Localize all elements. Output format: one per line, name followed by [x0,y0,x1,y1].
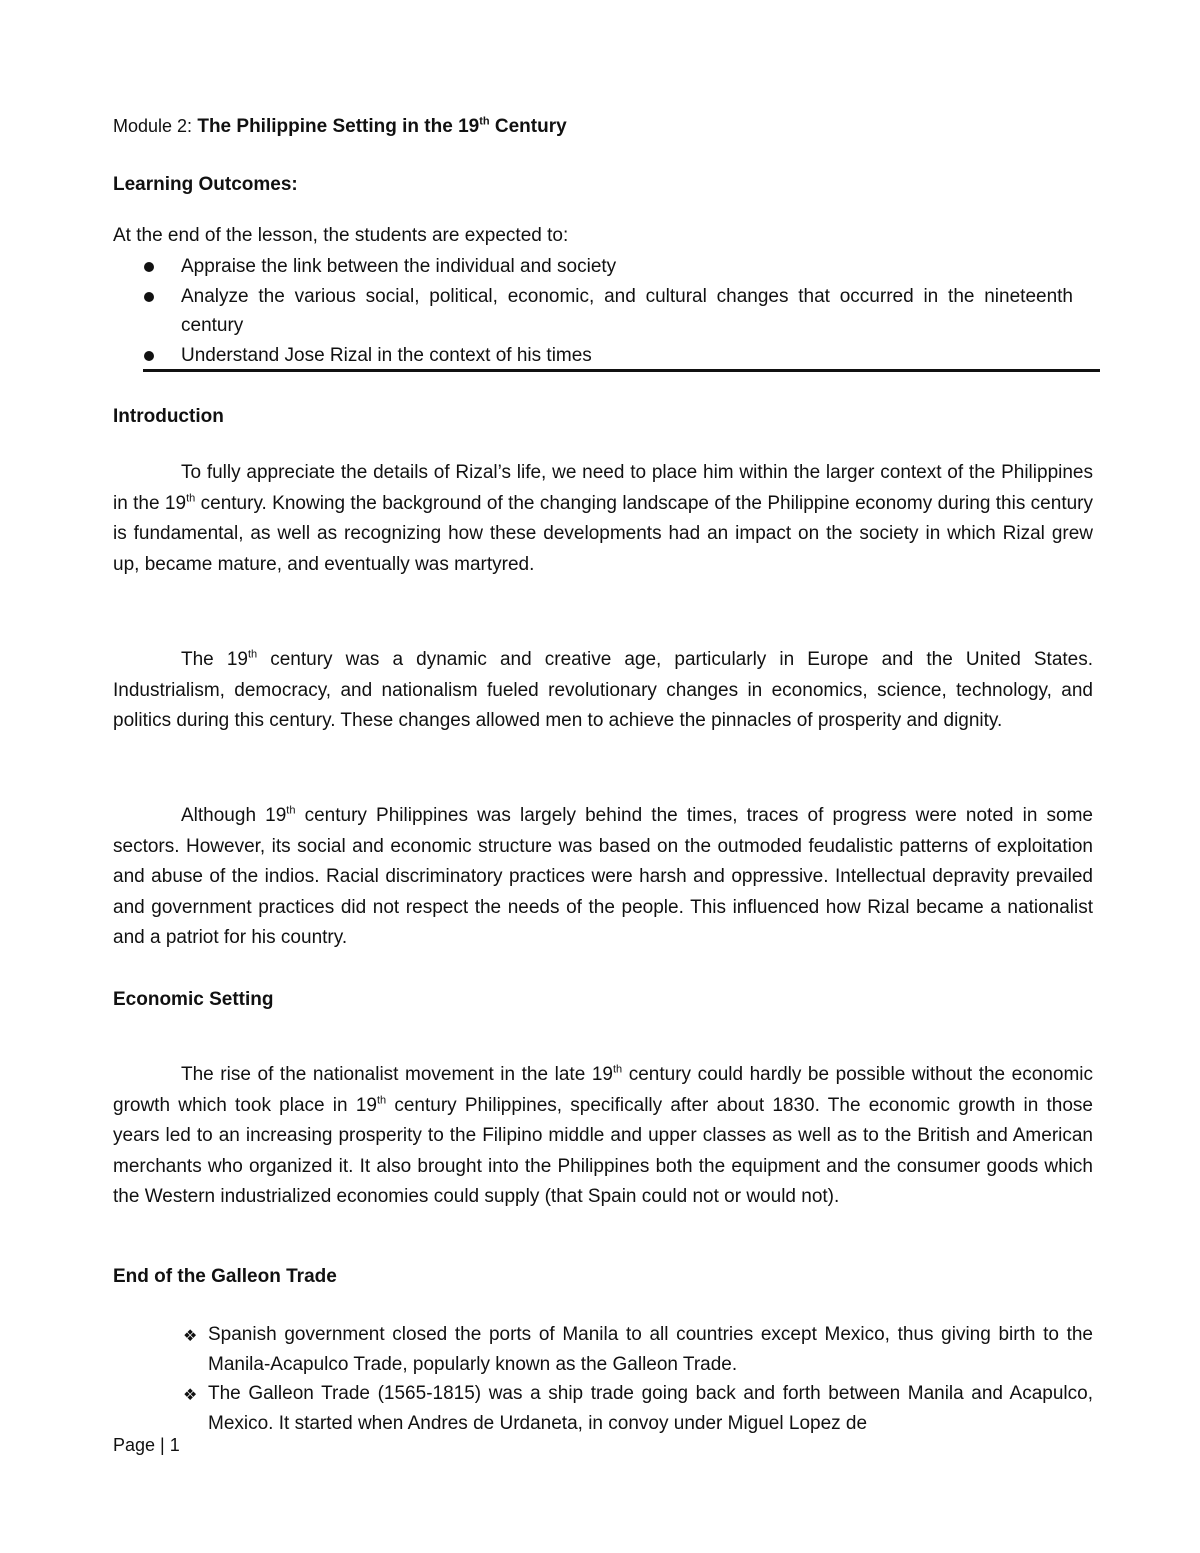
outcome-text: Appraise the link between the individual and society [181,256,617,277]
module-title-after: Century [489,116,567,137]
section-divider [143,369,1100,372]
econ-p1-b: century could hardly be possible without the economic growth which took place in 19 [113,1064,1093,1116]
galleon-list [113,1320,1093,1438]
intro-p1-sup: th [186,492,196,505]
intro-p1-b: century. Knowing the background of the changing landscape of the Philippine economy during this century is fundamental, as well as recognizing how these developments had an impact on the society in which Rizal grew up, became mature, and eventually was martyred. [113,492,1093,575]
intro-p2-b: century was a dynamic and creative age, particularly in Europe and the United States. Industrialism, democracy, and nationalism fueled revolutionary changes in economics, science, technology, and politics during this century. These changes allowed men to achieve the pinnacles of prosperity and dignity. [113,649,1094,731]
list-item [113,252,1073,282]
outcomes-list [113,252,1073,370]
introduction-heading: Introduction [113,406,224,427]
econ-p1-sup: th [612,1063,623,1076]
module-title-sup: th [479,115,490,128]
intro-p3-b: century Philippines was largely behind the times, traces of progress were noted in some sectors. However, its social and economic structure was based on the outmoded feudalistic patterns of exploitation and abuse of the indios. Racial discriminatory practices were harsh and oppressive. Intellectual depravity prevailed and government practices did not respect the needs of the people. This influenced how Rizal became a nationalist and a patriot for his country. [113,805,1093,948]
intro-p3-sup: th [286,804,296,817]
learning-outcomes-heading: Learning Outcomes: [113,174,298,195]
galleon-item-text: Spanish government closed the ports of Manila to all countries except Mexico, thus giving birth to the Manila-Acapulco Trade, popularly known as the Galleon Trade. [208,1324,1093,1375]
outcomes-intro: At the end of the lesson, the students are expected to: [113,225,569,246]
econ-p1-c: century Philippines, specifically after about 1830. The economic growth in those years led to an increasing prosperity to the Filipino middle and upper classes as well as to the British and American merchants who organized it. It also brought into the Philippines both the equipment and the consumer goods which the Western industrialized economies could supply (that Spain could not or would not). [113,1094,1093,1207]
introduction-paragraph-3 [113,801,1093,954]
intro-p2-sup: th [247,648,258,661]
four-diamond-bullet-icon: ❖ [183,1385,198,1404]
module-title [113,116,567,138]
bullet-icon [144,292,154,302]
list-item [113,1320,1093,1379]
econ-p1-a: The rise of the nationalist movement in the late 19 [181,1064,613,1085]
intro-p2-a: The 19 [181,649,248,670]
intro-p1-a: To fully appreciate the details of Rizal’s life, we need to place him within the larger context of the Philippines in the 19 [113,462,1093,514]
four-diamond-bullet-icon: ❖ [183,1326,198,1345]
introduction-paragraph-1 [113,458,1093,580]
module-title-text [197,116,566,137]
introduction-paragraph-2 [113,645,1093,737]
bullet-icon [144,351,154,361]
module-prefix: Module 2: [113,116,193,136]
module-title-before: The Philippine Setting in the 19 [197,116,480,137]
galleon-item-text: The Galleon Trade (1565-1815) was a ship trade going back and forth between Manila and Acapulco, Mexico. It started when Andres de Urdaneta, in convoy under Miguel Lopez de [208,1383,1093,1434]
econ-p1-sup2: th [376,1094,387,1107]
list-item [113,1379,1093,1438]
list-item [113,341,1073,371]
intro-p3-a: Although 19 [181,805,287,826]
document-page [113,0,1100,1553]
page-footer: Page | 1 [113,1435,180,1455]
economic-paragraph [113,1060,1093,1213]
outcome-text: Analyze the various social, political, economic, and cultural changes that occurred in the nineteenth century [181,285,1073,336]
economic-setting-heading: Economic Setting [113,989,274,1010]
outcome-text: Understand Jose Rizal in the context of his times [181,344,592,366]
galleon-trade-heading: End of the Galleon Trade [113,1266,337,1287]
list-item [113,282,1073,341]
bullet-icon [144,262,154,272]
